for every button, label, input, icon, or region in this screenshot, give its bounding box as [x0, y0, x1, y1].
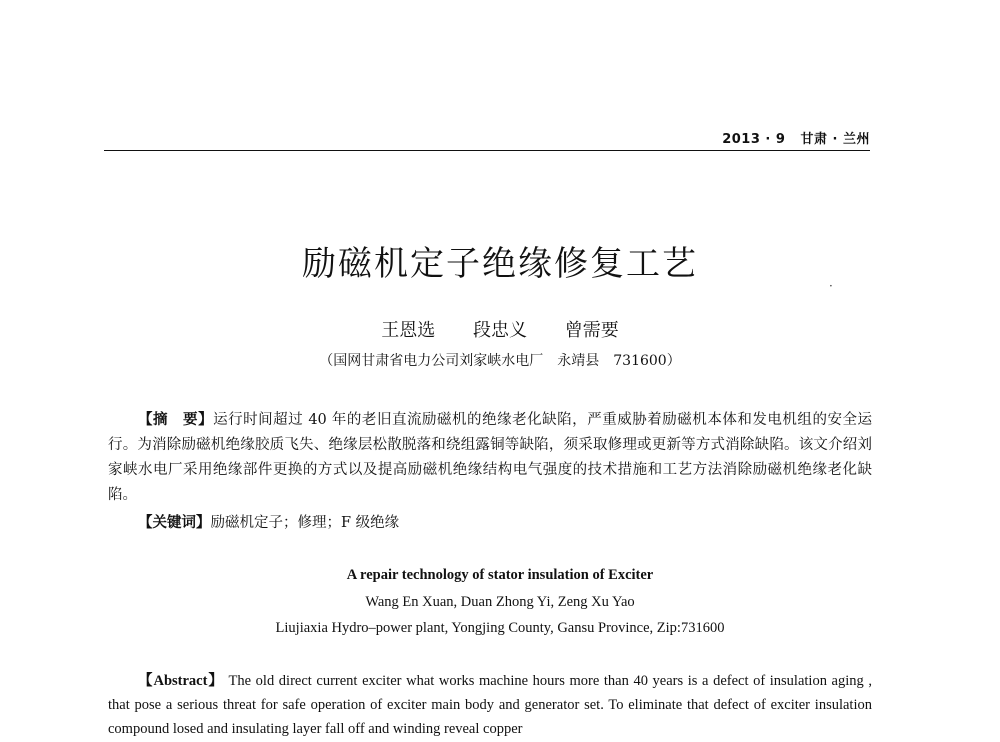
stray-mark: · [829, 279, 833, 293]
abstract-cn-text: 运行时间超过 40 年的老旧直流励磁机的绝缘老化缺陷，严重威胁着励磁机本体和发电机组的安全运行。为消除励磁机绝缘胶质飞失、绝缘层松散脱落和绕组露铜等缺陷，须采取修理或更新等方式消除缺陷。该文介绍刘家峡水电厂采用绝缘部件更换的方式以及提高励磁机绝缘结构电气强度的技术措施和工艺方法消除励磁机绝缘老化缺陷。 [108, 412, 873, 503]
keywords [138, 511, 399, 532]
keywords-text: 励磁机定子；修理；F 级绝缘 [210, 515, 400, 531]
english-title: A repair technology of stator insulation of Exciter [346, 567, 654, 583]
location: 甘肃 · 兰州 [800, 132, 870, 147]
abstract-en [108, 669, 872, 741]
header-rule [104, 150, 870, 151]
author-list [0, 316, 1000, 342]
author-2: 段忠义 [473, 320, 527, 341]
abstract-en-label: 【Abstract】 [138, 673, 224, 689]
keywords-label: 【关键词】 [138, 515, 211, 531]
journal-header [104, 128, 870, 147]
abstract-cn-label: 【摘 要】 [138, 412, 214, 428]
author-1: 王恩选 [381, 320, 436, 341]
english-affiliation: Liujiaxia Hydro–power plant, Yongjing County, Gansu Province, Zip:731600 [275, 620, 725, 636]
abstract-cn [108, 408, 872, 508]
author-3: 曾需要 [564, 320, 619, 341]
abstract-en-text: The old direct current exciter what works machine hours more than 40 years is a defect of insulation aging , that pose a serious threat for safe operation of exciter main body and generator set. To eliminate that defect of exciter insulation compound losed and insulating layer fall off and winding reveal copper [108, 673, 873, 737]
issue-date: 2013 · 9 [722, 132, 786, 147]
paper-title: 励磁机定子绝缘修复工艺 [302, 244, 698, 284]
english-authors: Wang En Xuan, Duan Zhong Yi, Zeng Xu Yao [365, 594, 635, 610]
affiliation: （国网甘肃省电力公司刘家峡水电厂 永靖县 731600） [319, 353, 681, 369]
